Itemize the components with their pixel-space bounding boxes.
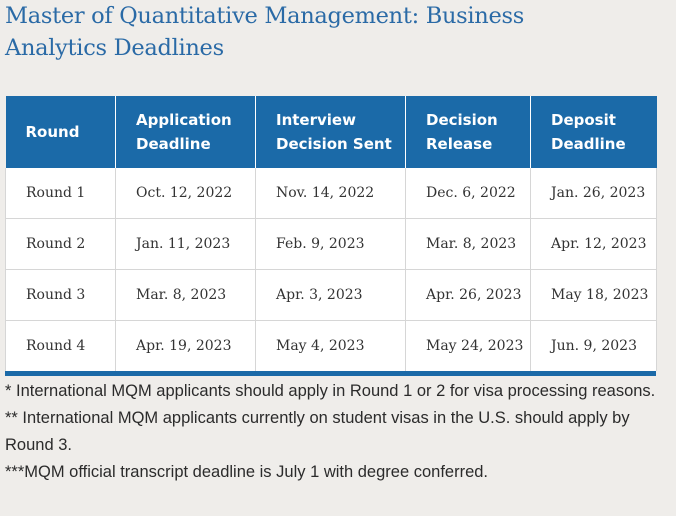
column-header-interview-decision-sent: Interview Decision Sent [256,96,406,168]
table-cell-interview-decision-sent: May 4, 2023 [256,321,406,372]
page-title-line-1: Master of Quantitative Management: Business [5,3,525,29]
table-cell-deposit-deadline: Jan. 26, 2023 [531,168,657,219]
page-title-line-2: Analytics Deadlines [5,35,224,61]
footnote-transcript-deadline: ***MQM official transcript deadline is July 1 with degree conferred. [5,463,489,481]
table-body [6,168,657,371]
table-cell-application-deadline: Mar. 8, 2023 [116,270,256,321]
table-cell-decision-release: Apr. 26, 2023 [406,270,531,321]
deadlines-table-container [5,96,656,376]
footnotes [5,378,665,486]
table-cell-application-deadline: Jan. 11, 2023 [116,219,256,270]
column-header-deposit-deadline: Deposit Deadline [531,96,657,168]
table-cell-round: Round 4 [6,321,116,372]
table-cell-deposit-deadline: May 18, 2023 [531,270,657,321]
footnote-visa-processing: * International MQM applicants should apply in Round 1 or 2 for visa processing reasons. [5,382,656,400]
table-cell-decision-release: Dec. 6, 2022 [406,168,531,219]
table-cell-deposit-deadline: Jun. 9, 2023 [531,321,657,372]
table-header-row [6,96,657,168]
table-cell-interview-decision-sent: Apr. 3, 2023 [256,270,406,321]
page-title [5,0,665,64]
table-cell-interview-decision-sent: Nov. 14, 2022 [256,168,406,219]
table-header [6,96,657,168]
table-cell-interview-decision-sent: Feb. 9, 2023 [256,219,406,270]
footnote-student-visas: ** International MQM applicants currently on student visas in the U.S. should apply by Round 3. [5,409,630,454]
table-cell-decision-release: Mar. 8, 2023 [406,219,531,270]
column-header-application-deadline: Application Deadline [116,96,256,168]
column-header-decision-release: Decision Release [406,96,531,168]
column-header-round: Round [6,96,116,168]
deadlines-table [5,96,657,371]
table-row-round-1 [6,168,657,219]
table-row-round-4 [6,321,657,372]
table-bottom-rule [5,371,656,376]
table-cell-round: Round 1 [6,168,116,219]
table-cell-round: Round 2 [6,219,116,270]
table-cell-decision-release: May 24, 2023 [406,321,531,372]
table-cell-deposit-deadline: Apr. 12, 2023 [531,219,657,270]
table-cell-application-deadline: Oct. 12, 2022 [116,168,256,219]
table-cell-round: Round 3 [6,270,116,321]
table-row-round-2 [6,219,657,270]
table-row-round-3 [6,270,657,321]
table-cell-application-deadline: Apr. 19, 2023 [116,321,256,372]
